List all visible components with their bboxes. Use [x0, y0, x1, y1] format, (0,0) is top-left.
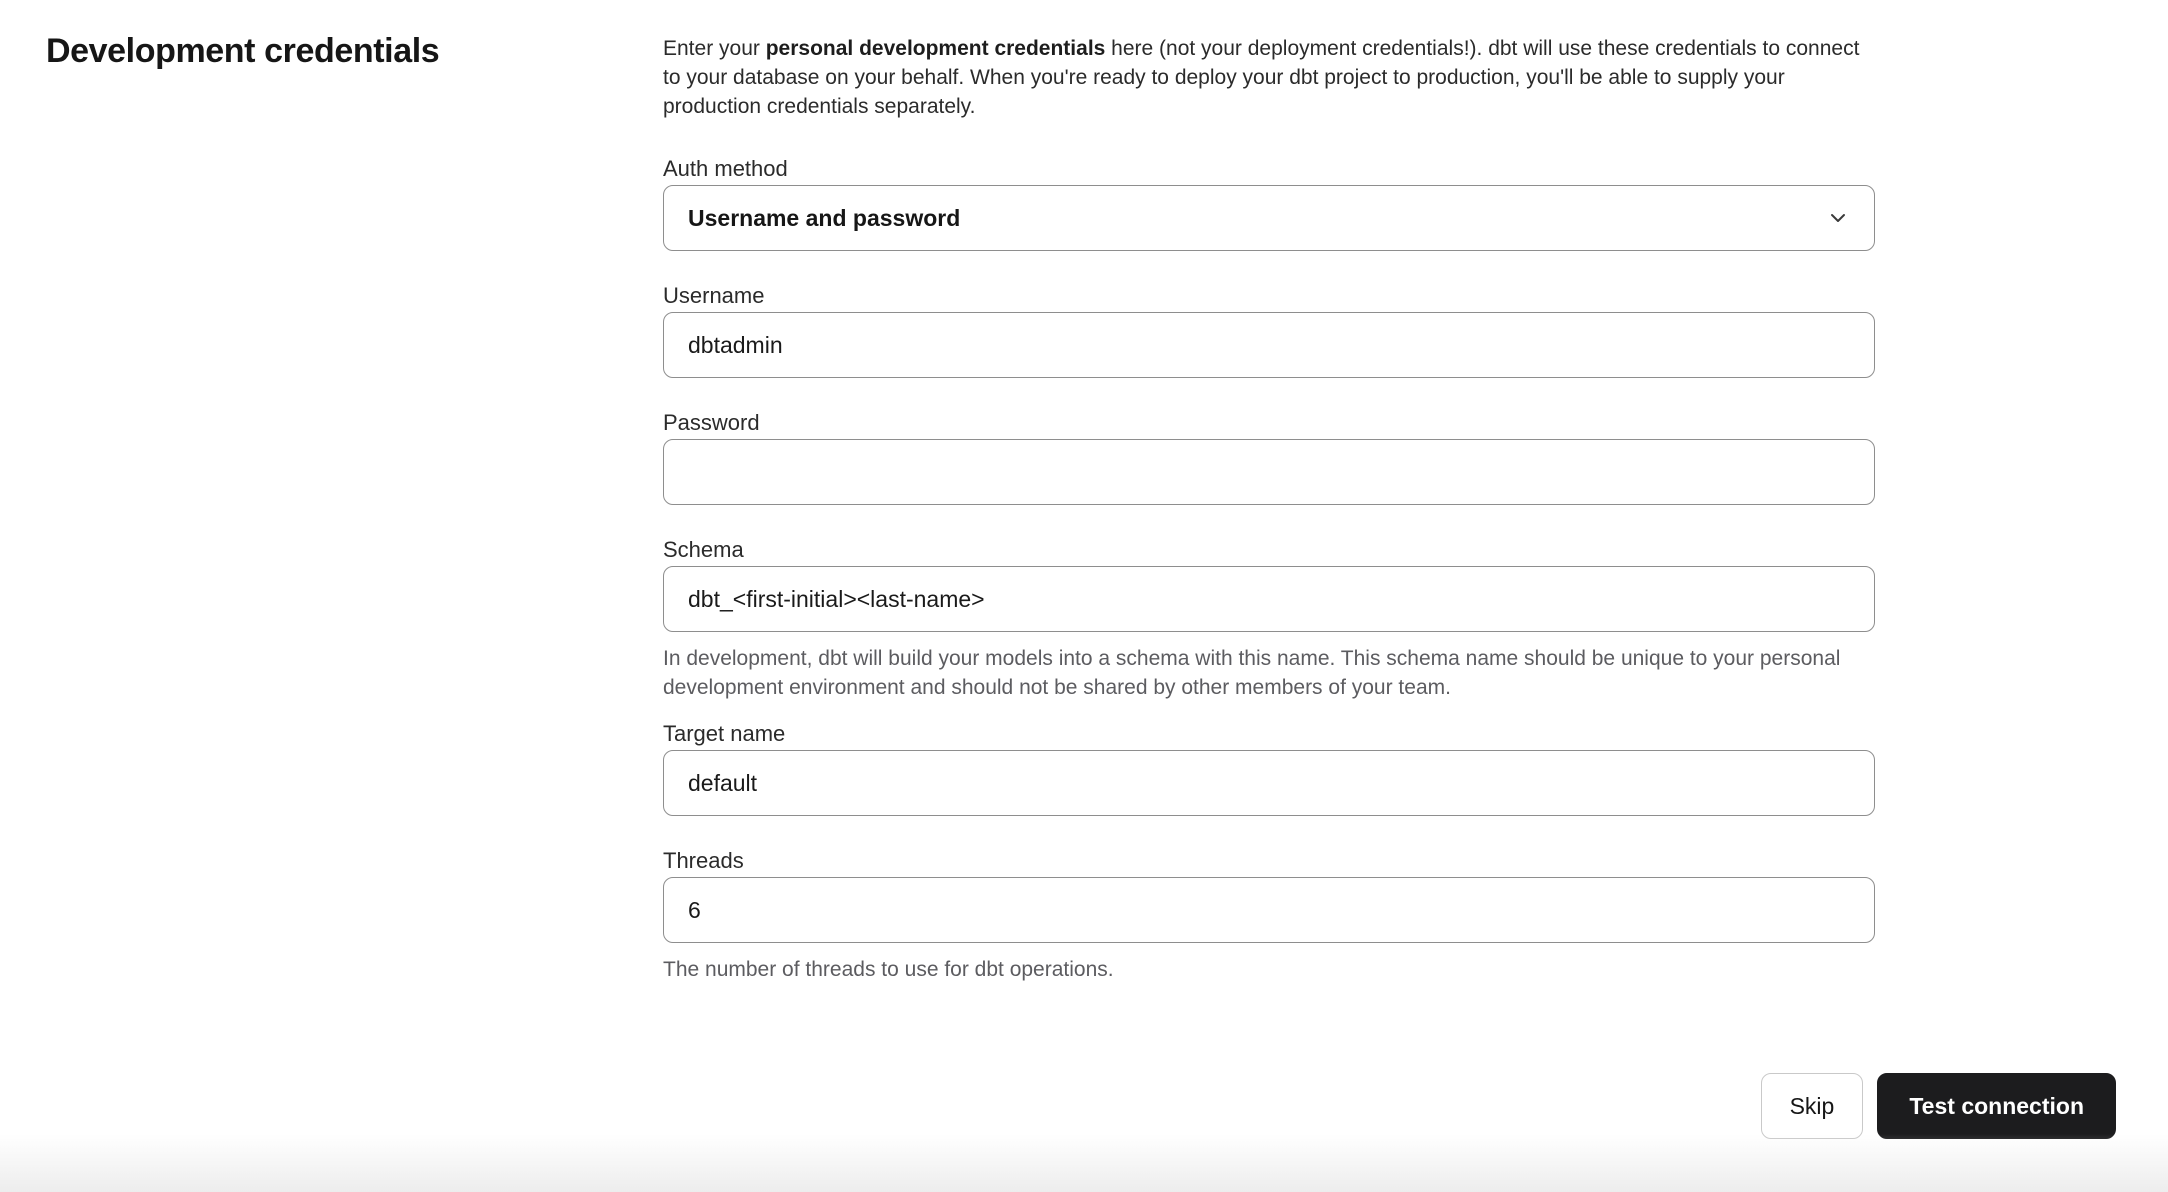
threads-input[interactable] — [663, 877, 1875, 943]
target-name-input[interactable] — [663, 750, 1875, 816]
intro-pre: Enter your — [663, 37, 766, 60]
intro-bold: personal development credentials — [765, 37, 1106, 60]
password-label: Password — [663, 410, 760, 435]
username-label: Username — [663, 283, 765, 308]
username-input[interactable] — [663, 312, 1875, 378]
test-connection-button[interactable]: Test connection — [1877, 1073, 2116, 1139]
skip-button[interactable]: Skip — [1761, 1073, 1864, 1139]
schema-label: Schema — [663, 537, 744, 562]
auth-method-selected-value: Username and password — [688, 204, 961, 231]
schema-input[interactable] — [663, 566, 1875, 632]
schema-help-text: In development, dbt will build your models into a schema with this name. This schema name should be unique to your personal development environment and should not be shared by other members of your team. — [663, 647, 1841, 699]
page-title: Development credentials — [46, 32, 440, 70]
password-field — [663, 411, 1875, 505]
footer-actions — [1761, 1073, 2116, 1139]
intro-text — [663, 34, 1875, 121]
threads-field — [663, 849, 1875, 984]
intro-post: here (not your deployment credentials!). dbt will use these credentials to connect to your database on your behalf. When you're ready to deploy your dbt project to production, you'll be able to supply your production credentials separately. — [663, 37, 1860, 118]
target-name-field — [663, 722, 1875, 816]
chevron-down-icon — [1826, 206, 1850, 230]
credentials-form — [663, 30, 1875, 984]
password-input[interactable] — [663, 439, 1875, 505]
schema-field — [663, 538, 1875, 702]
auth-method-select[interactable] — [663, 185, 1875, 251]
target-name-label: Target name — [663, 721, 786, 746]
bottom-fade-gradient — [0, 1134, 2168, 1192]
threads-help-text: The number of threads to use for dbt operations. — [663, 958, 1114, 981]
auth-method-field — [663, 157, 1875, 251]
threads-label: Threads — [663, 848, 744, 873]
title-column — [46, 30, 663, 984]
auth-method-label: Auth method — [663, 156, 788, 181]
username-field — [663, 284, 1875, 378]
